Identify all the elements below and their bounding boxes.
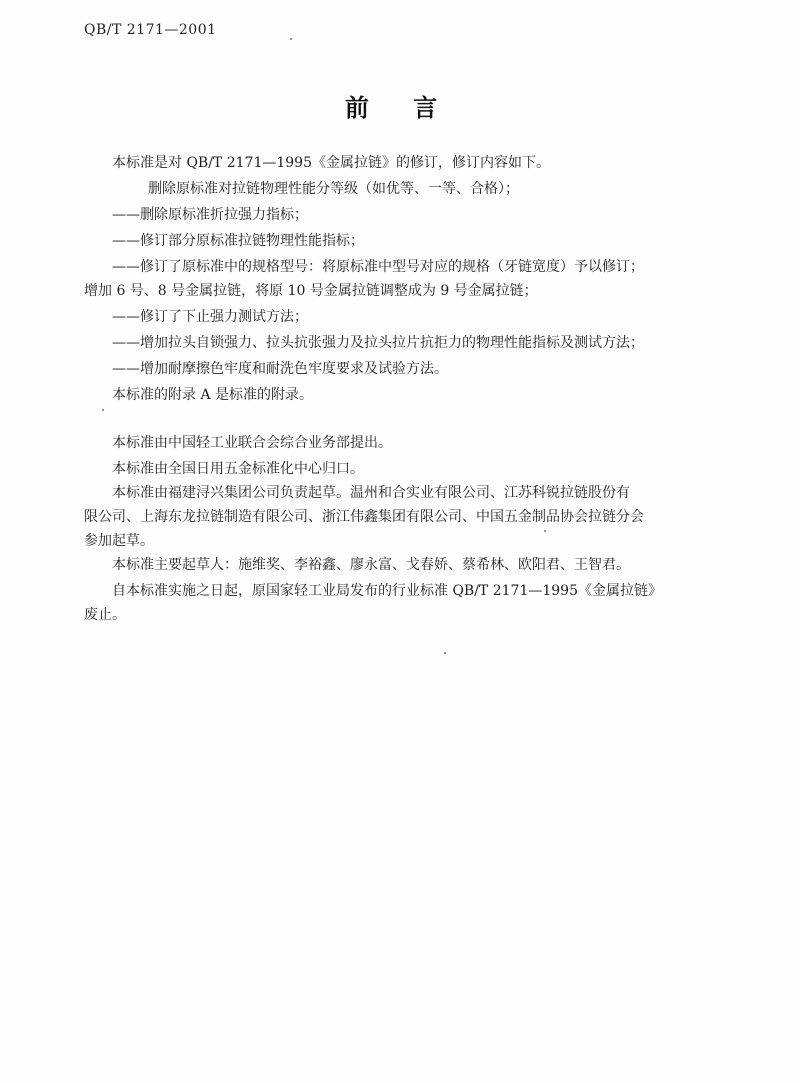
standard-code: QB/T 2171—2001 xyxy=(84,22,217,38)
centralized-by: 本标准由全国日用五金标准化中心归口。 xyxy=(112,461,364,477)
change-item: ——修订了下止强力测试方法； xyxy=(112,309,308,325)
drafted-by-line: 参加起草。 xyxy=(84,533,154,549)
intro-paragraph: 本标准是对 QB/T 2171—1995《金属拉链》的修订，修订内容如下。 xyxy=(112,155,550,171)
change-item: 删除原标准对拉链物理性能分等级（如优等、一等、合格）； xyxy=(148,181,519,197)
drafted-by-line: 本标准由福建浔兴集团公司负责起草。温州和合实业有限公司、江苏科锐拉链股份有 xyxy=(112,485,630,501)
change-item: ——增加拉头自锁强力、拉头抗张强力及拉头拉片抗拒力的物理性能指标及测试方法； xyxy=(112,335,644,351)
change-item: 增加 6 号、8 号金属拉链，将原 10 号金属拉链调整成为 9 号金属拉链； xyxy=(84,283,538,299)
scan-speck xyxy=(102,409,104,411)
change-item: ——删除原标准折拉强力指标； xyxy=(112,207,308,223)
proposed-by: 本标准由中国轻工业联合会综合业务部提出。 xyxy=(112,435,392,451)
change-item: ——修订部分原标准拉链物理性能指标； xyxy=(112,233,364,249)
change-item: ——增加耐摩擦色牢度和耐洗色牢度要求及试验方法。 xyxy=(112,361,448,377)
page-title: 前 言 xyxy=(344,93,456,122)
replacement-line: 自本标准实施之日起，原国家轻工业局发布的行业标准 QB/T 2171—1995《金属拉链》 xyxy=(112,583,662,599)
change-item: ——修订了原标准中的规格型号：将原标准中型号对应的规格（牙链宽度）予以修订； xyxy=(112,259,644,275)
scan-speck xyxy=(290,38,292,40)
replacement-line: 废止。 xyxy=(84,607,126,623)
scan-speck xyxy=(444,652,446,654)
appendix-note: 本标准的附录 A 是标准的附录。 xyxy=(112,387,314,403)
drafted-by-line: 限公司、上海东龙拉链制造有限公司、浙江伟鑫集团有限公司、中国五金制品协会拉链分会 xyxy=(84,509,644,525)
drafters: 本标准主要起草人：施维奖、李裕鑫、廖永富、戈春娇、蔡希林、欧阳君、王智君。 xyxy=(112,557,630,573)
scan-speck xyxy=(544,530,546,532)
